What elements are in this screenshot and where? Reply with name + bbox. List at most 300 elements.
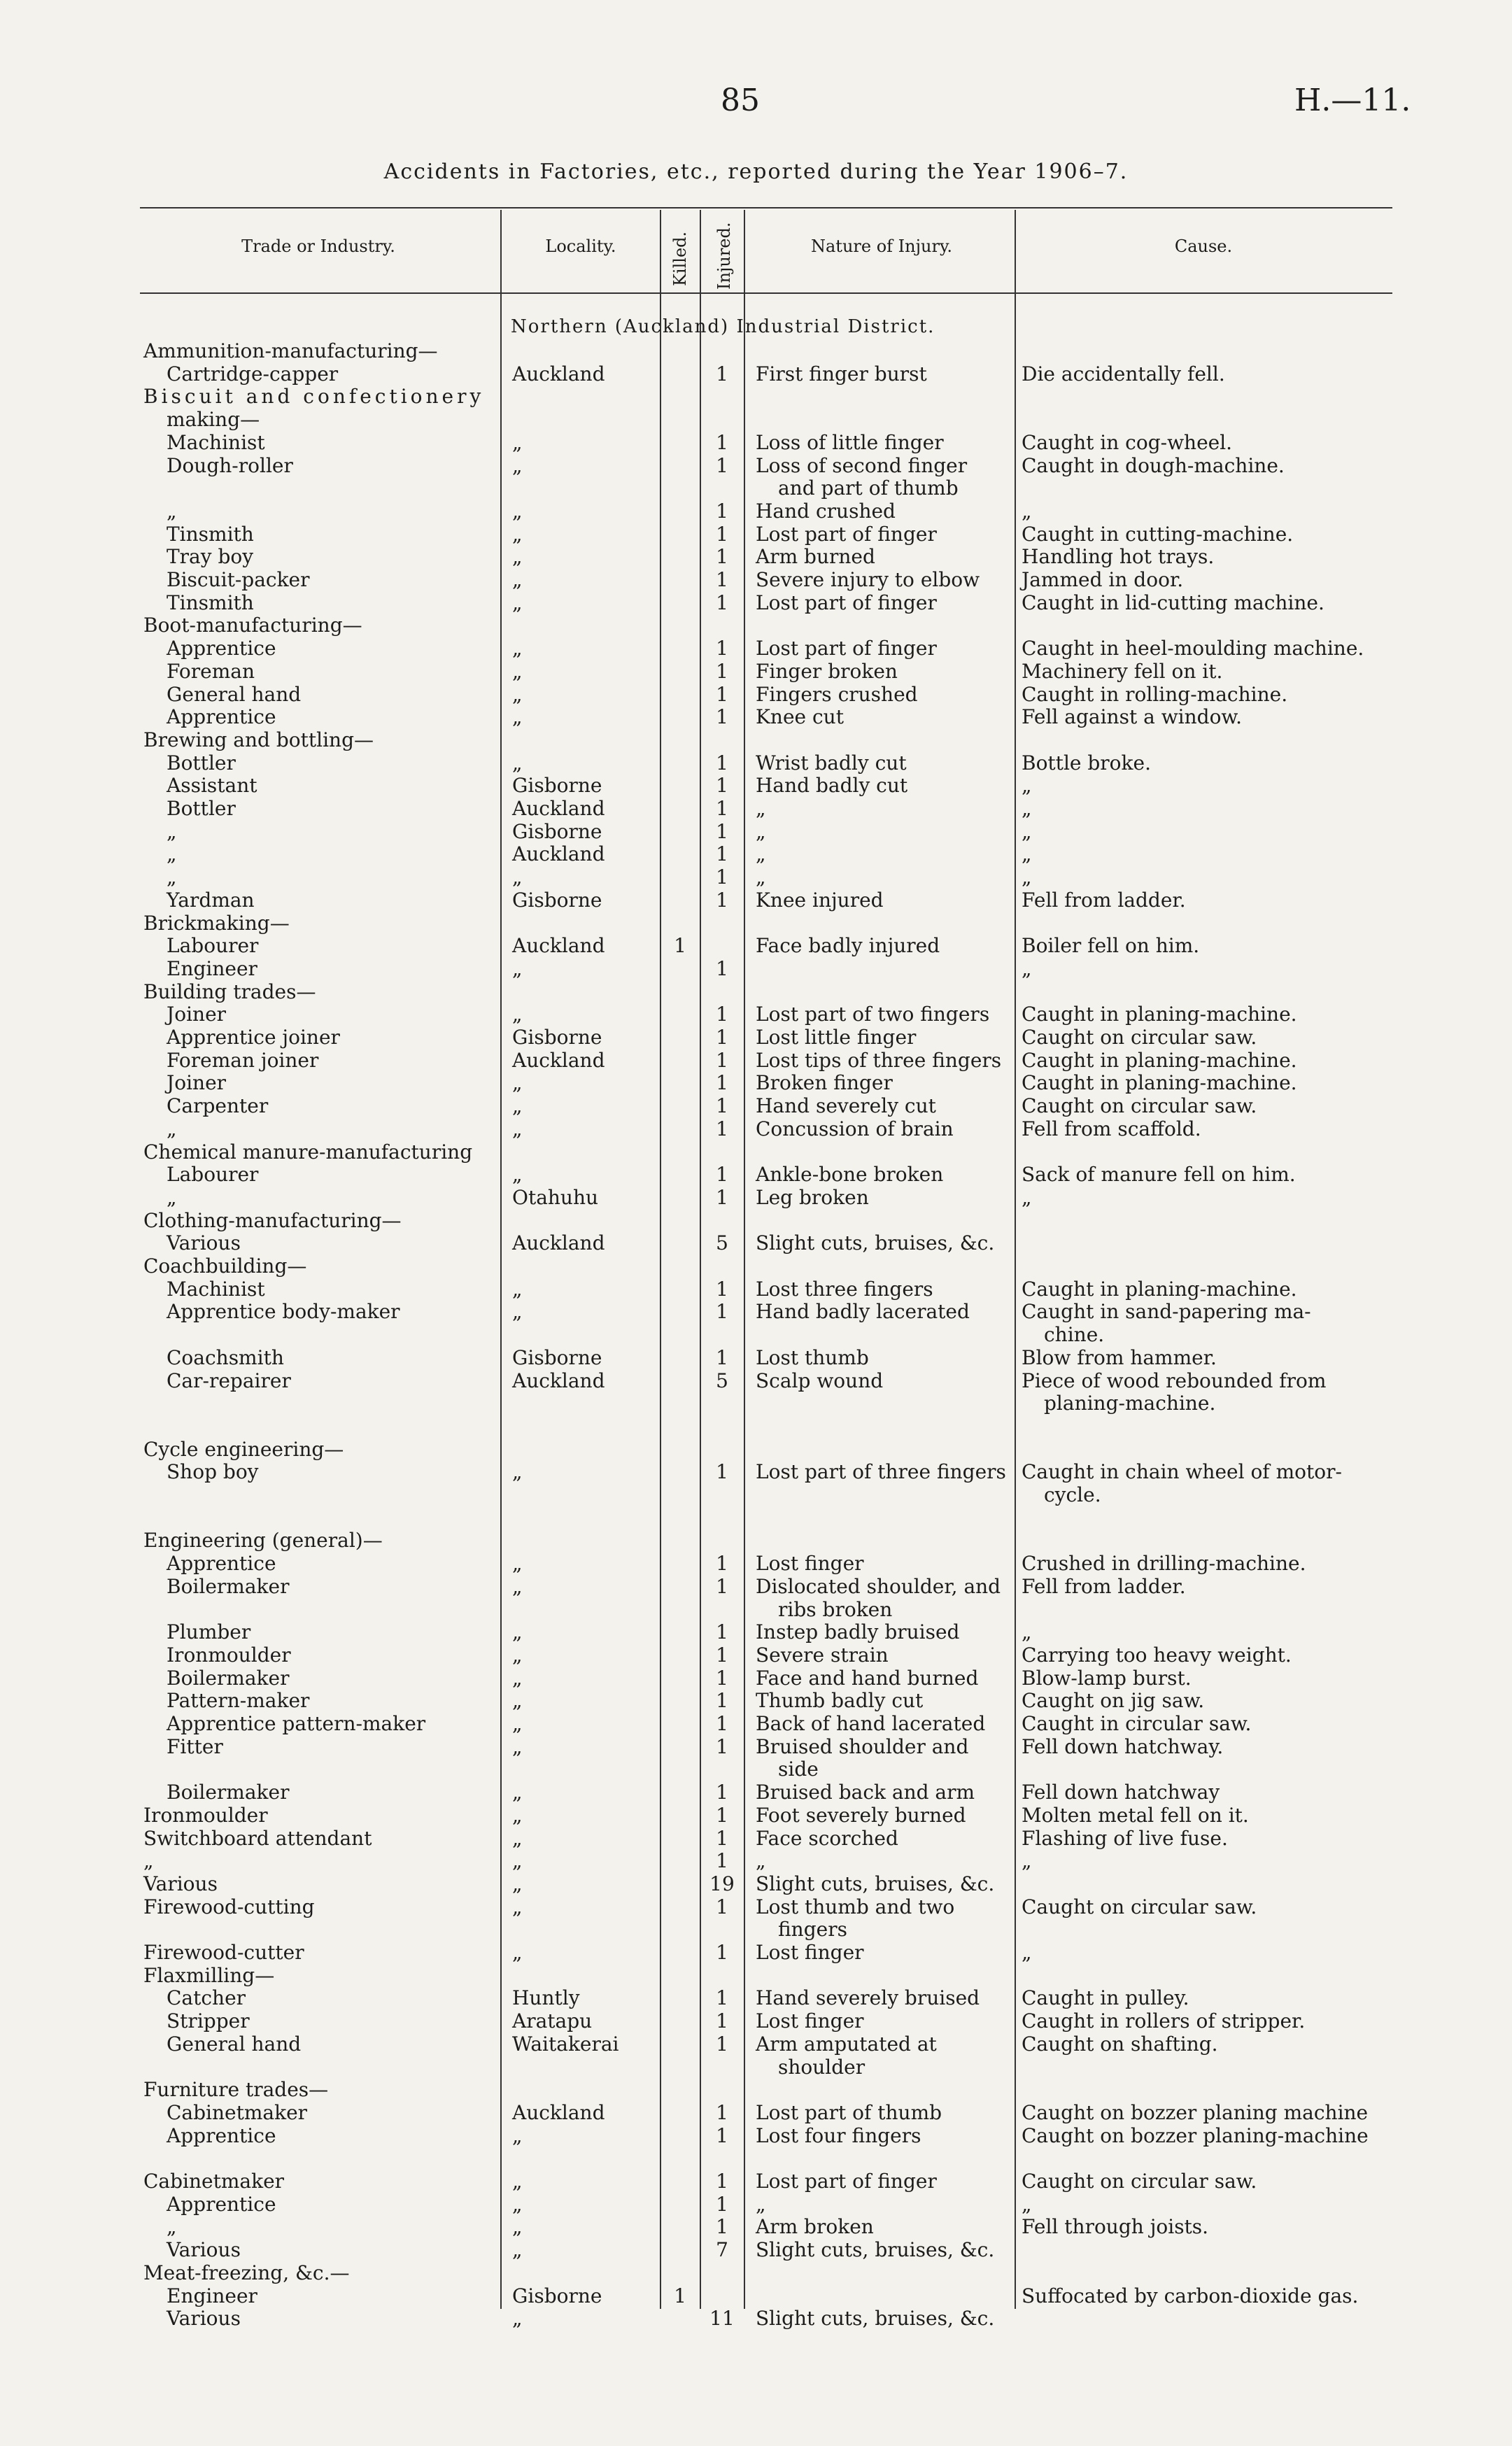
locality-cell: „ xyxy=(512,1781,523,1804)
injured-cell: 1 xyxy=(716,1300,728,1324)
table-row xyxy=(0,1941,1512,1964)
nature-cell: Scalp wound xyxy=(756,1369,884,1392)
locality-cell: Gisborne xyxy=(512,774,602,798)
trade-cell: Dough-roller xyxy=(167,453,293,477)
locality-cell: Gisborne xyxy=(512,2284,602,2307)
locality-cell: „ xyxy=(512,591,523,614)
nature-cell: Lost part of thumb xyxy=(756,2100,942,2124)
cause-cell: Caught on circular saw. xyxy=(1022,1026,1257,1049)
cause-cell: Sack of manure fell on him. xyxy=(1022,1163,1296,1187)
trade-cell: „ xyxy=(143,1849,154,1873)
cause-cell: Caught in lid-cutting machine. xyxy=(1022,591,1324,614)
injured-cell: 5 xyxy=(716,1231,728,1255)
table-row xyxy=(0,591,1512,614)
nature-cell: Arm broken xyxy=(756,2215,874,2239)
column-header-cause: Cause. xyxy=(1174,236,1233,256)
locality-cell: Auckland xyxy=(512,842,605,866)
injured-cell: 1 xyxy=(716,1734,728,1758)
cause-cell: Caught on circular saw. xyxy=(1022,1895,1257,1918)
cause-cell: Caught on bozzer planing-machine xyxy=(1022,2123,1369,2147)
nature-cell: Lost part of finger xyxy=(756,637,937,660)
trade-cell: Coachsmith xyxy=(167,1345,284,1369)
locality-cell: „ xyxy=(512,705,523,729)
nature-cell: „ xyxy=(756,2192,766,2216)
nature-cell: Arm burned xyxy=(756,545,875,569)
nature-cell: „ xyxy=(756,819,766,843)
trade-cell: Bottler xyxy=(167,797,236,820)
table-row xyxy=(0,1163,1512,1186)
table-row xyxy=(0,1254,1512,1278)
table-row xyxy=(0,889,1512,912)
injured-cell: 1 xyxy=(716,1048,728,1072)
injured-cell: 1 xyxy=(716,1345,728,1369)
injured-cell: 1 xyxy=(716,2100,728,2124)
injured-cell: 1 xyxy=(716,453,728,477)
trade-cell: Apprentice xyxy=(167,1552,276,1576)
locality-cell: „ xyxy=(512,1574,523,1598)
injured-cell: 1 xyxy=(716,362,728,386)
nature-cell: Severe strain xyxy=(756,1643,889,1667)
trade-cell: Apprentice joiner xyxy=(167,1026,340,1049)
trade-cell: Carpenter xyxy=(167,1094,269,1118)
nature-cell: Loss of little finger xyxy=(756,430,944,454)
cause-cell: Boiler fell on him. xyxy=(1022,934,1200,958)
nature-cell: Ankle-bone broken xyxy=(756,1163,944,1187)
nature-cell: side xyxy=(778,1758,819,1781)
locality-cell: „ xyxy=(512,1826,523,1850)
table-row xyxy=(0,1964,1512,1987)
locality-cell: „ xyxy=(512,453,523,477)
locality-cell: Aratapu xyxy=(512,2009,593,2033)
trade-cell: Apprentice xyxy=(167,2123,276,2147)
injured-cell: 1 xyxy=(716,637,728,660)
trade-cell: „ xyxy=(167,1185,177,1209)
nature-cell: Finger broken xyxy=(756,659,898,683)
locality-cell: Gisborne xyxy=(512,888,602,912)
locality-cell: „ xyxy=(512,1071,523,1095)
locality-cell: „ xyxy=(512,1689,523,1713)
injured-cell: 1 xyxy=(716,1071,728,1095)
nature-cell: Wrist badly cut xyxy=(756,751,907,775)
trade-cell: Ironmoulder xyxy=(167,1643,291,1667)
locality-cell: „ xyxy=(512,1277,523,1301)
trade-cell: „ xyxy=(167,2215,177,2239)
injured-cell: 1 xyxy=(716,2123,728,2147)
table-row xyxy=(0,1117,1512,1140)
nature-cell: Lost part of two fingers xyxy=(756,1003,990,1026)
nature-cell: Face badly injured xyxy=(756,934,940,958)
injured-cell: 19 xyxy=(709,1872,735,1895)
nature-cell: Slight cuts, bruises, &c. xyxy=(756,2307,995,2331)
locality-cell: „ xyxy=(512,430,523,454)
trade-cell: Meat-freezing, &c.— xyxy=(143,2261,350,2284)
locality-cell: „ xyxy=(512,637,523,660)
table-row xyxy=(0,2215,1512,2238)
table-row xyxy=(0,980,1512,1003)
table-row xyxy=(0,1140,1512,1164)
table-row xyxy=(0,1552,1512,1575)
locality-cell: Waitakerai xyxy=(512,2032,619,2056)
trade-cell: Engineer xyxy=(167,2284,257,2307)
nature-cell: ribs broken xyxy=(778,1597,893,1621)
nature-cell: Foot severely burned xyxy=(756,1803,966,1827)
injured-cell: 1 xyxy=(716,545,728,569)
injured-cell: 1 xyxy=(716,842,728,866)
cause-cell: Caught in dough-machine. xyxy=(1022,453,1285,477)
trade-cell: Boilermaker xyxy=(167,1781,290,1804)
injured-cell: 1 xyxy=(716,705,728,729)
injured-cell: 1 xyxy=(716,1986,728,2010)
injured-cell: 5 xyxy=(716,1369,728,1392)
injured-cell: 1 xyxy=(716,1689,728,1713)
locality-cell: Auckland xyxy=(512,2100,605,2124)
injured-cell: 1 xyxy=(716,751,728,775)
cause-cell: Caught on bozzer planing machine xyxy=(1022,2100,1369,2124)
nature-cell: Lost finger xyxy=(756,1552,864,1576)
trade-cell: Brickmaking— xyxy=(143,911,290,935)
cause-cell: cycle. xyxy=(1044,1483,1101,1506)
cause-cell: Machinery fell on it. xyxy=(1022,659,1223,683)
cause-cell: chine. xyxy=(1044,1323,1105,1347)
injured-cell: 1 xyxy=(716,1552,728,1576)
cause-cell: Caught in planing-machine. xyxy=(1022,1071,1297,1095)
table-row xyxy=(0,912,1512,935)
trade-cell: Various xyxy=(167,1231,241,1255)
locality-cell: „ xyxy=(512,2238,523,2262)
cause-cell: Caught on shafting. xyxy=(1022,2032,1218,2056)
nature-cell: Knee cut xyxy=(756,705,844,729)
table-row xyxy=(0,2056,1512,2079)
injured-cell: 1 xyxy=(716,2192,728,2216)
injured-cell: 1 xyxy=(716,1826,728,1850)
table-row xyxy=(0,1804,1512,1827)
table-row xyxy=(0,2284,1512,2307)
cause-cell: Caught in planing-machine. xyxy=(1022,1048,1297,1072)
table-row xyxy=(0,751,1512,775)
locality-cell: „ xyxy=(512,1643,523,1667)
cause-cell: Caught in cutting-machine. xyxy=(1022,522,1294,546)
nature-cell: Hand badly cut xyxy=(756,774,908,798)
trade-cell: Foreman xyxy=(167,659,255,683)
table-row xyxy=(0,500,1512,523)
nature-cell: „ xyxy=(756,1849,766,1873)
table-row xyxy=(0,1735,1512,1758)
trade-cell: Engineering (general)— xyxy=(143,1529,383,1553)
column-header-killed: Killed. xyxy=(670,231,690,286)
cause-cell: Caught in chain wheel of motor- xyxy=(1022,1460,1342,1484)
cause-cell: Caught on jig saw. xyxy=(1022,1689,1205,1713)
table-row xyxy=(0,1620,1512,1643)
table-row xyxy=(0,1049,1512,1072)
table-top-rule xyxy=(140,207,1392,208)
locality-cell: „ xyxy=(512,751,523,775)
locality-cell: „ xyxy=(512,1460,523,1484)
table-row xyxy=(0,2033,1512,2056)
table-row xyxy=(0,1231,1512,1254)
locality-cell: „ xyxy=(512,1666,523,1690)
locality-cell: Huntly xyxy=(512,1986,580,2010)
nature-cell: Loss of second finger xyxy=(756,453,968,477)
column-header-nature: Nature of Injury. xyxy=(811,236,952,256)
table-row xyxy=(0,1003,1512,1026)
cause-cell: Caught in heel-moulding machine. xyxy=(1022,637,1364,660)
page-title: Accidents in Factories, etc., reported during the Year 1906–7. xyxy=(383,160,1129,184)
injured-cell: 1 xyxy=(716,1163,728,1187)
injured-cell: 1 xyxy=(716,1003,728,1026)
trade-cell: Flaxmilling— xyxy=(143,1963,275,1987)
trade-cell: Apprentice xyxy=(167,637,276,660)
trade-cell: Machinist xyxy=(167,430,265,454)
cause-cell: „ xyxy=(1022,797,1032,820)
table-row xyxy=(0,2170,1512,2193)
locality-cell: Auckland xyxy=(512,1369,605,1392)
table-row xyxy=(0,1895,1512,1918)
table-row xyxy=(0,1071,1512,1094)
cause-cell: „ xyxy=(1022,774,1032,798)
table-row xyxy=(0,865,1512,889)
locality-cell: „ xyxy=(512,1552,523,1576)
cause-cell: Caught in planing-machine. xyxy=(1022,1277,1297,1301)
table-row xyxy=(0,1598,1512,1621)
column-header-injured: Injured. xyxy=(714,222,734,290)
document-reference: H.—11. xyxy=(1294,83,1411,118)
cause-cell: Blow-lamp burst. xyxy=(1022,1666,1192,1690)
nature-cell: Lost part of finger xyxy=(756,522,937,546)
locality-cell: „ xyxy=(512,682,523,706)
table-row xyxy=(0,1323,1512,1346)
nature-cell: Face scorched xyxy=(756,1826,898,1850)
table-row xyxy=(0,660,1512,683)
table-row xyxy=(0,614,1512,637)
locality-cell: „ xyxy=(512,2192,523,2216)
trade-cell: Apprentice pattern-maker xyxy=(167,1712,426,1735)
injured-cell: 1 xyxy=(716,591,728,614)
table-row xyxy=(0,1209,1512,1232)
injured-cell: 1 xyxy=(716,1117,728,1140)
cause-cell: Carrying too heavy weight. xyxy=(1022,1643,1292,1667)
cause-cell: Suffocated by carbon-dioxide gas. xyxy=(1022,2284,1359,2307)
nature-cell: Lost three fingers xyxy=(756,1277,933,1301)
nature-cell: „ xyxy=(756,865,766,889)
trade-cell: Various xyxy=(143,1872,218,1895)
trade-cell: „ xyxy=(167,842,177,866)
trade-cell: Various xyxy=(167,2307,241,2331)
table-row xyxy=(0,545,1512,568)
nature-cell: fingers xyxy=(778,1918,847,1942)
trade-cell: General hand xyxy=(167,2032,302,2056)
table-row xyxy=(0,842,1512,865)
locality-cell: „ xyxy=(512,956,523,980)
trade-cell: Tinsmith xyxy=(167,591,254,614)
nature-cell: Concussion of brain xyxy=(756,1117,954,1140)
locality-cell: „ xyxy=(512,1620,523,1644)
injured-cell: 1 xyxy=(716,499,728,523)
trade-cell: Boilermaker xyxy=(167,1574,290,1598)
table-row xyxy=(0,2101,1512,2124)
cause-cell: Caught in circular saw. xyxy=(1022,1712,1252,1735)
locality-cell: „ xyxy=(512,522,523,546)
nature-cell: Lost part of finger xyxy=(756,2170,937,2193)
cause-cell: „ xyxy=(1022,819,1032,843)
trade-cell: Building trades— xyxy=(143,980,316,1003)
nature-cell: Lost thumb xyxy=(756,1345,869,1369)
injured-cell: 1 xyxy=(716,682,728,706)
killed-cell: 1 xyxy=(674,2284,686,2307)
table-row xyxy=(0,774,1512,797)
table-row xyxy=(0,1460,1512,1483)
trade-cell: Chemical manure-manufacturing xyxy=(143,1140,473,1164)
nature-cell: Lost four fingers xyxy=(756,2123,921,2147)
table-row xyxy=(0,2261,1512,2284)
trade-cell: Fitter xyxy=(167,1734,223,1758)
cause-cell: Fell against a window. xyxy=(1022,705,1242,729)
column-header-trade: Trade or Industry. xyxy=(241,236,395,256)
table-row xyxy=(0,1918,1512,1941)
trade-cell: Labourer xyxy=(167,934,259,958)
trade-cell: Yardman xyxy=(167,888,255,912)
cause-cell: Fell from ladder. xyxy=(1022,888,1186,912)
table-row xyxy=(0,1369,1512,1392)
nature-cell: Arm amputated at xyxy=(756,2032,937,2056)
injured-cell: 1 xyxy=(716,956,728,980)
cause-cell: Blow from hammer. xyxy=(1022,1345,1217,1369)
trade-cell: Stripper xyxy=(167,2009,250,2033)
trade-cell: Machinist xyxy=(167,1277,265,1301)
locality-cell: Auckland xyxy=(512,934,605,958)
table-row xyxy=(0,1849,1512,1872)
injured-cell: 7 xyxy=(716,2238,728,2262)
cause-cell: „ xyxy=(1022,499,1032,523)
nature-cell: Lost little finger xyxy=(756,1026,917,1049)
table-row xyxy=(0,820,1512,843)
cause-cell: Caught in rollers of stripper. xyxy=(1022,2009,1306,2033)
locality-cell: „ xyxy=(512,659,523,683)
cause-cell: „ xyxy=(1022,956,1032,980)
locality-cell: „ xyxy=(512,1003,523,1026)
cause-cell: „ xyxy=(1022,1849,1032,1873)
injured-cell: 1 xyxy=(716,1574,728,1598)
district-heading: Northern (Auckland) Industrial District. xyxy=(511,316,935,337)
trade-cell: Cabinetmaker xyxy=(143,2170,285,2193)
table-row xyxy=(0,934,1512,957)
table-row xyxy=(0,476,1512,500)
trade-cell: „ xyxy=(167,1117,177,1140)
locality-cell: Auckland xyxy=(512,1048,605,1072)
injured-cell: 1 xyxy=(716,865,728,889)
table-row xyxy=(0,1392,1512,1415)
nature-cell: First finger burst xyxy=(756,362,927,386)
locality-cell: „ xyxy=(512,2123,523,2147)
nature-cell: Severe injury to elbow xyxy=(756,568,980,591)
locality-cell: „ xyxy=(512,1734,523,1758)
cause-cell: Flashing of live fuse. xyxy=(1022,1826,1228,1850)
table-row xyxy=(0,797,1512,820)
cause-cell: „ xyxy=(1022,1941,1032,1964)
locality-cell: „ xyxy=(512,1712,523,1735)
table-row xyxy=(0,2078,1512,2101)
injured-cell: 1 xyxy=(716,2009,728,2033)
table-row xyxy=(0,637,1512,660)
table-row xyxy=(0,568,1512,591)
nature-cell: Lost finger xyxy=(756,1941,864,1964)
cause-cell: Caught in planing-machine. xyxy=(1022,1003,1297,1026)
nature-cell: Knee injured xyxy=(756,888,884,912)
cause-cell: Fell down hatchway. xyxy=(1022,1734,1224,1758)
trade-cell: Firewood-cutting xyxy=(143,1895,315,1918)
nature-cell: shoulder xyxy=(778,2055,865,2079)
trade-cell: Biscuit and confectionery xyxy=(143,385,485,409)
trade-cell: Apprentice xyxy=(167,2192,276,2216)
trade-cell: Car-repairer xyxy=(167,1369,291,1392)
injured-cell: 1 xyxy=(716,888,728,912)
nature-cell: Hand severely cut xyxy=(756,1094,936,1118)
cause-cell: Caught in rolling-machine. xyxy=(1022,682,1288,706)
locality-cell: „ xyxy=(512,499,523,523)
injured-cell: 1 xyxy=(716,1849,728,1873)
injured-cell: 1 xyxy=(716,1712,728,1735)
injured-cell: 1 xyxy=(716,819,728,843)
injured-cell: 1 xyxy=(716,797,728,820)
locality-cell: „ xyxy=(512,1803,523,1827)
table-row xyxy=(0,1758,1512,1781)
injured-cell: 1 xyxy=(716,1895,728,1918)
table-row xyxy=(0,2238,1512,2261)
cause-cell: Caught in sand-papering ma- xyxy=(1022,1300,1311,1324)
table-row xyxy=(0,2307,1512,2330)
cause-cell: Crushed in drilling-machine. xyxy=(1022,1552,1306,1576)
injured-cell: 1 xyxy=(716,1026,728,1049)
injured-cell: 1 xyxy=(716,774,728,798)
table-row xyxy=(0,385,1512,408)
cause-cell: „ xyxy=(1022,865,1032,889)
injured-cell: 1 xyxy=(716,1185,728,1209)
cause-cell: Caught in cog-wheel. xyxy=(1022,430,1233,454)
cause-cell: Fell from scaffold. xyxy=(1022,1117,1201,1140)
trade-cell: Ironmoulder xyxy=(143,1803,268,1827)
injured-cell: 1 xyxy=(716,522,728,546)
table-row xyxy=(0,1094,1512,1117)
nature-cell: Dislocated shoulder, and xyxy=(756,1574,1001,1598)
injured-cell: 1 xyxy=(716,1803,728,1827)
table-row xyxy=(0,523,1512,546)
table-row xyxy=(0,1712,1512,1735)
table-row xyxy=(0,1667,1512,1690)
trade-cell: General hand xyxy=(167,682,302,706)
locality-cell: „ xyxy=(512,2215,523,2239)
trade-cell: Joiner xyxy=(167,1071,227,1095)
cause-cell: „ xyxy=(1022,842,1032,866)
table-row xyxy=(0,1872,1512,1895)
nature-cell: Slight cuts, bruises, &c. xyxy=(756,1231,995,1255)
trade-cell: Switchboard attendant xyxy=(143,1826,372,1850)
nature-cell: and part of thumb xyxy=(778,476,959,500)
trade-cell: Cycle engineering— xyxy=(143,1437,344,1461)
cause-cell: Caught on circular saw. xyxy=(1022,1094,1257,1118)
injured-cell: 1 xyxy=(716,1941,728,1964)
table-row xyxy=(0,2124,1512,2147)
trade-cell: Ammunition-manufacturing— xyxy=(143,339,438,362)
nature-cell: Slight cuts, bruises, &c. xyxy=(756,1872,995,1895)
table-row xyxy=(0,1529,1512,1552)
locality-cell: „ xyxy=(512,1094,523,1118)
nature-cell: Hand crushed xyxy=(756,499,896,523)
trade-cell: Coachbuilding— xyxy=(143,1254,307,1278)
table-row xyxy=(0,362,1512,386)
table-row xyxy=(0,728,1512,751)
injured-cell: 1 xyxy=(716,430,728,454)
nature-cell: Lost part of three fingers xyxy=(756,1460,1006,1484)
locality-cell: „ xyxy=(512,1895,523,1918)
